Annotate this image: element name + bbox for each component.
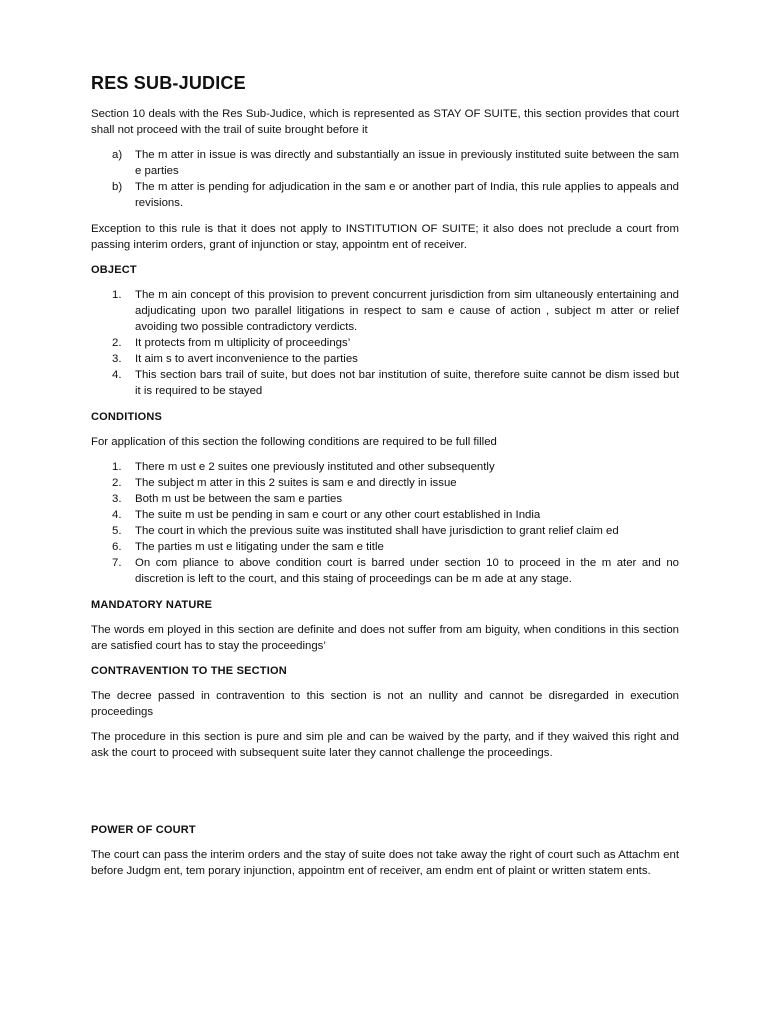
list-item <box>91 491 679 507</box>
list-item-text: The subject m atter in this 2 suites is sam e and directly in issue <box>135 477 457 489</box>
list-item <box>91 539 679 555</box>
list-marker: 5. <box>112 525 122 537</box>
conditions-list <box>91 459 679 587</box>
list-item <box>91 459 679 475</box>
document-title: RES SUB-JUDICE <box>91 73 246 93</box>
list-marker: 4. <box>112 509 122 521</box>
list-marker: 2. <box>112 337 122 349</box>
list-item-text: Both m ust be between the sam e parties <box>135 493 343 505</box>
list-item-text: The m atter in issue is was directly and substantially an issue in previously instituted suite between the sam e parties <box>135 149 679 177</box>
list-marker: 3. <box>112 353 122 365</box>
power-heading: POWER OF COURT <box>91 824 196 836</box>
intro-points-list <box>91 147 679 211</box>
list-marker: 1. <box>112 289 122 301</box>
list-marker: 7. <box>112 557 122 569</box>
object-heading: OBJECT <box>91 264 137 276</box>
power-paragraph: The court can pass the interim orders and the stay of suite does not take away the right of court such as Attachm ent before Judgm ent, tem porary injunction, appointm ent of receiver, am endm ent of plaint or written statem ents. <box>91 849 679 877</box>
list-marker: a) <box>112 149 123 161</box>
list-item <box>91 523 679 539</box>
list-marker: b) <box>112 181 123 193</box>
list-item <box>91 475 679 491</box>
list-item-text: It protects from m ultiplicity of proceedings’ <box>135 337 351 349</box>
list-item <box>91 335 679 351</box>
mandatory-paragraph: The words em ployed in this section are definite and does not suffer from am biguity, when conditions in this section are satisfied court has to stay the proceedings’ <box>91 624 679 652</box>
list-item-text: The suite m ust be pending in sam e court or any other court established in India <box>135 509 541 521</box>
list-item-text: The parties m ust e litigating under the sam e title <box>135 541 384 553</box>
list-item <box>91 507 679 523</box>
list-item <box>91 367 679 399</box>
list-item <box>91 287 679 335</box>
intro-paragraph: Section 10 deals with the Res Sub-Judice, which is represented as STAY OF SUITE, this section provides that court shall not proceed with the trail of suite brought before it <box>91 108 679 136</box>
list-item <box>91 351 679 367</box>
waiver-paragraph: The procedure in this section is pure and sim ple and can be waived by the party, and if they waived this right and ask the court to proceed with subsequent suite later they cannot challenge the proceedings. <box>91 731 679 759</box>
list-marker: 6. <box>112 541 122 553</box>
list-marker: 4. <box>112 369 122 381</box>
exception-paragraph: Exception to this rule is that it does not apply to INSTITUTION OF SUITE; it also does not preclude a court from passing interim orders, grant of injunction or stay, appointm ent of receiver. <box>91 223 679 251</box>
list-item-text: On com pliance to above condition court is barred under section 10 to proceed in the m ater and no discretion is left to the court, and this staing of proceedings can be m ade at any stage. <box>135 557 679 585</box>
list-item-text: The m ain concept of this provision to prevent concurrent jurisdiction from sim ultaneously entertaining and adjudicating upon two parallel litigations in respect to sam e cause of action , subject m atter or relief avoiding two possible contradictory verdicts. <box>135 289 679 333</box>
list-item-text: The m atter is pending for adjudication in the sam e or another part of India, this rule applies to appeals and revisions. <box>135 181 679 209</box>
document-page <box>91 72 679 888</box>
contravention-heading: CONTRAVENTION TO THE SECTION <box>91 665 287 677</box>
object-list <box>91 287 679 399</box>
list-item-text: The court in which the previous suite was instituted shall have jurisdiction to grant relief claim ed <box>135 525 619 537</box>
list-marker: 2. <box>112 477 122 489</box>
conditions-intro: For application of this section the following conditions are required to be full filled <box>91 436 497 448</box>
list-item <box>91 555 679 587</box>
list-item-text: This section bars trail of suite, but does not bar institution of suite, therefore suite cannot be dism issed but it is required to be stayed <box>135 369 679 397</box>
contravention-paragraph: The decree passed in contravention to this section is not an nullity and cannot be disregarded in execution proceedings <box>91 690 679 718</box>
list-item-text: It aim s to avert inconvenience to the parties <box>135 353 358 365</box>
list-item <box>91 179 679 211</box>
mandatory-heading: MANDATORY NATURE <box>91 599 213 611</box>
list-item <box>91 147 679 179</box>
conditions-heading: CONDITIONS <box>91 411 163 423</box>
blank-space <box>91 770 679 820</box>
list-marker: 3. <box>112 493 122 505</box>
list-marker: 1. <box>112 461 122 473</box>
list-item-text: There m ust e 2 suites one previously instituted and other subsequently <box>135 461 495 473</box>
